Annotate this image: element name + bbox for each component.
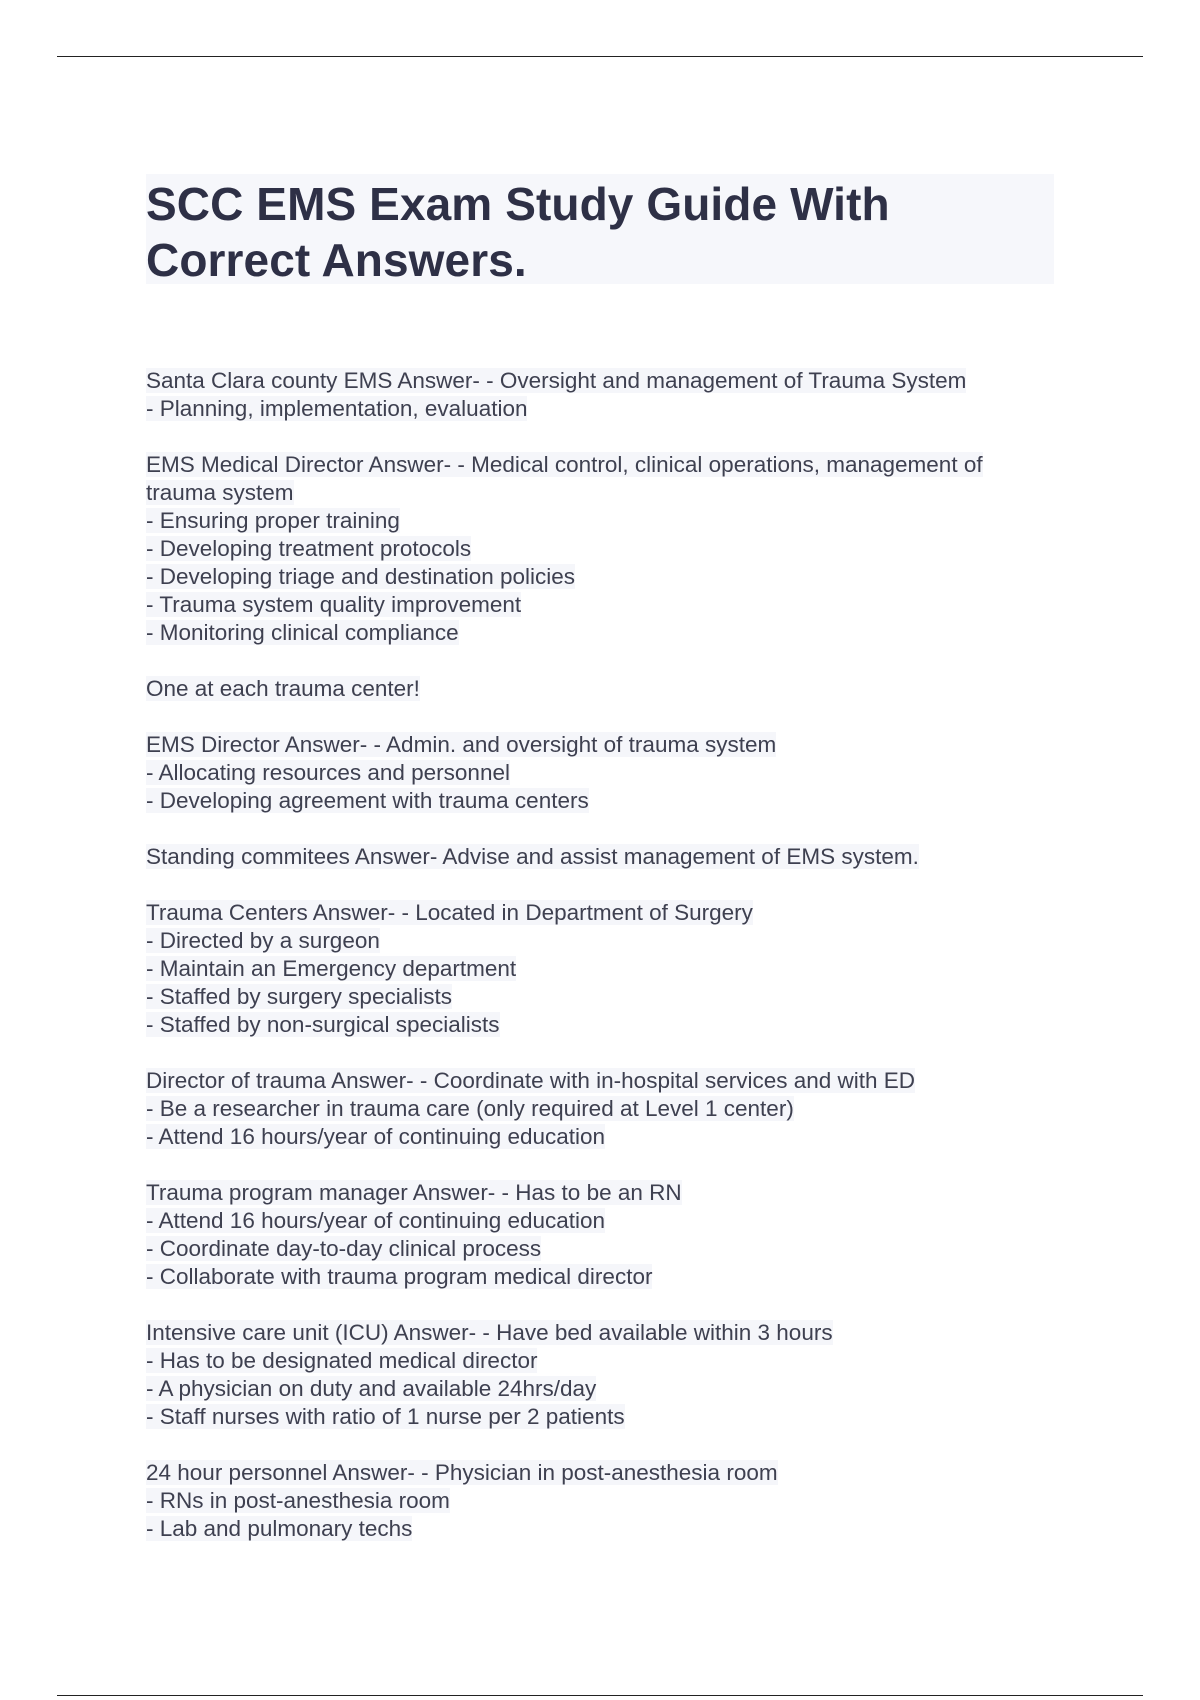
qa-answer-line <box>146 535 1066 563</box>
qa-question-line <box>146 1179 1066 1207</box>
qa-line-text: - Developing triage and destination policies <box>146 564 576 589</box>
qa-entry <box>146 1459 1066 1543</box>
qa-answer-line <box>146 395 1066 423</box>
qa-answer-line <box>146 1235 1066 1263</box>
qa-line-text: - Developing treatment protocols <box>146 536 472 561</box>
qa-line-text: - Maintain an Emergency department <box>146 956 517 981</box>
qa-line-text: - Ensuring proper training <box>146 508 400 533</box>
top-divider <box>57 56 1143 57</box>
qa-answer-line <box>146 563 1066 591</box>
qa-line-text: Trauma Centers Answer- - Located in Department of Surgery <box>146 900 753 925</box>
qa-answer-line <box>146 1515 1066 1543</box>
qa-answer-line <box>146 759 1066 787</box>
qa-answer-line <box>146 1011 1066 1039</box>
qa-answer-line <box>146 927 1066 955</box>
qa-question-line <box>146 843 1066 871</box>
qa-entry <box>146 1319 1066 1431</box>
qa-line-text: - Staffed by surgery specialists <box>146 984 452 1009</box>
qa-question-line <box>146 1459 1066 1487</box>
qa-question-line <box>146 367 1066 395</box>
qa-answer-line <box>146 787 1066 815</box>
qa-entry <box>146 451 1066 647</box>
study-guide-content <box>146 367 1066 1571</box>
qa-answer-line <box>146 1207 1066 1235</box>
qa-line-text: - Collaborate with trauma program medical director <box>146 1264 653 1289</box>
qa-answer-line <box>146 1403 1066 1431</box>
qa-entry <box>146 899 1066 1039</box>
qa-line-text: Trauma program manager Answer- - Has to be an RN <box>146 1180 682 1205</box>
qa-answer-line <box>146 983 1066 1011</box>
qa-answer-line <box>146 955 1066 983</box>
qa-entry <box>146 1179 1066 1291</box>
bottom-divider <box>57 1695 1143 1696</box>
qa-line-text: Director of trauma Answer- - Coordinate with in-hospital services and with ED <box>146 1068 916 1093</box>
page-title: SCC EMS Exam Study Guide With Correct Answers. <box>146 178 890 286</box>
qa-line-text: 24 hour personnel Answer- - Physician in post-anesthesia room <box>146 1460 778 1485</box>
qa-line-text: - Allocating resources and personnel <box>146 760 510 785</box>
qa-entry <box>146 1067 1066 1151</box>
qa-question-line <box>146 731 1066 759</box>
qa-answer-line <box>146 1347 1066 1375</box>
qa-answer-line <box>146 1095 1066 1123</box>
qa-question-line <box>146 451 1066 479</box>
qa-question-line <box>146 1067 1066 1095</box>
qa-entry <box>146 731 1066 815</box>
qa-answer-line <box>146 507 1066 535</box>
qa-line-text: - Staffed by non-surgical specialists <box>146 1012 500 1037</box>
qa-line-text: - Developing agreement with trauma centers <box>146 788 589 813</box>
qa-line-text: One at each trauma center! <box>146 676 420 701</box>
qa-line-text: - Attend 16 hours/year of continuing education <box>146 1208 606 1233</box>
qa-line-text: - Staff nurses with ratio of 1 nurse per 2 patients <box>146 1404 625 1429</box>
qa-question-line <box>146 899 1066 927</box>
qa-line-text: - Planning, implementation, evaluation <box>146 396 528 421</box>
qa-line-text: - RNs in post-anesthesia room <box>146 1488 450 1513</box>
qa-answer-line <box>146 1263 1066 1291</box>
qa-line-text: - Attend 16 hours/year of continuing education <box>146 1124 606 1149</box>
qa-answer-line <box>146 1375 1066 1403</box>
qa-line-text: - Coordinate day-to-day clinical process <box>146 1236 542 1261</box>
qa-entry <box>146 843 1066 871</box>
qa-answer-line <box>146 1123 1066 1151</box>
qa-entry <box>146 367 1066 423</box>
qa-line-text: - Lab and pulmonary techs <box>146 1516 413 1541</box>
qa-entry <box>146 675 1066 703</box>
qa-line-text: Intensive care unit (ICU) Answer- - Have bed available within 3 hours <box>146 1320 833 1345</box>
qa-line-text: trauma system <box>146 480 294 505</box>
qa-line-text: - Has to be designated medical director <box>146 1348 538 1373</box>
qa-line-text: - Trauma system quality improvement <box>146 592 522 617</box>
qa-line-text: - Be a researcher in trauma care (only required at Level 1 center) <box>146 1096 794 1121</box>
qa-question-line <box>146 675 1066 703</box>
qa-line-text: Santa Clara county EMS Answer- - Oversight and management of Trauma System <box>146 368 967 393</box>
qa-line-text: - A physician on duty and available 24hrs/day <box>146 1376 597 1401</box>
qa-answer-line <box>146 1487 1066 1515</box>
qa-line-text: EMS Medical Director Answer- - Medical control, clinical operations, management of <box>146 452 983 477</box>
qa-answer-line <box>146 479 1066 507</box>
qa-answer-line <box>146 619 1066 647</box>
qa-question-line <box>146 1319 1066 1347</box>
qa-line-text: - Monitoring clinical compliance <box>146 620 459 645</box>
qa-line-text: - Directed by a surgeon <box>146 928 380 953</box>
qa-answer-line <box>146 591 1066 619</box>
qa-line-text: EMS Director Answer- - Admin. and oversight of trauma system <box>146 732 777 757</box>
qa-line-text: Standing commitees Answer- Advise and assist management of EMS system. <box>146 844 919 869</box>
